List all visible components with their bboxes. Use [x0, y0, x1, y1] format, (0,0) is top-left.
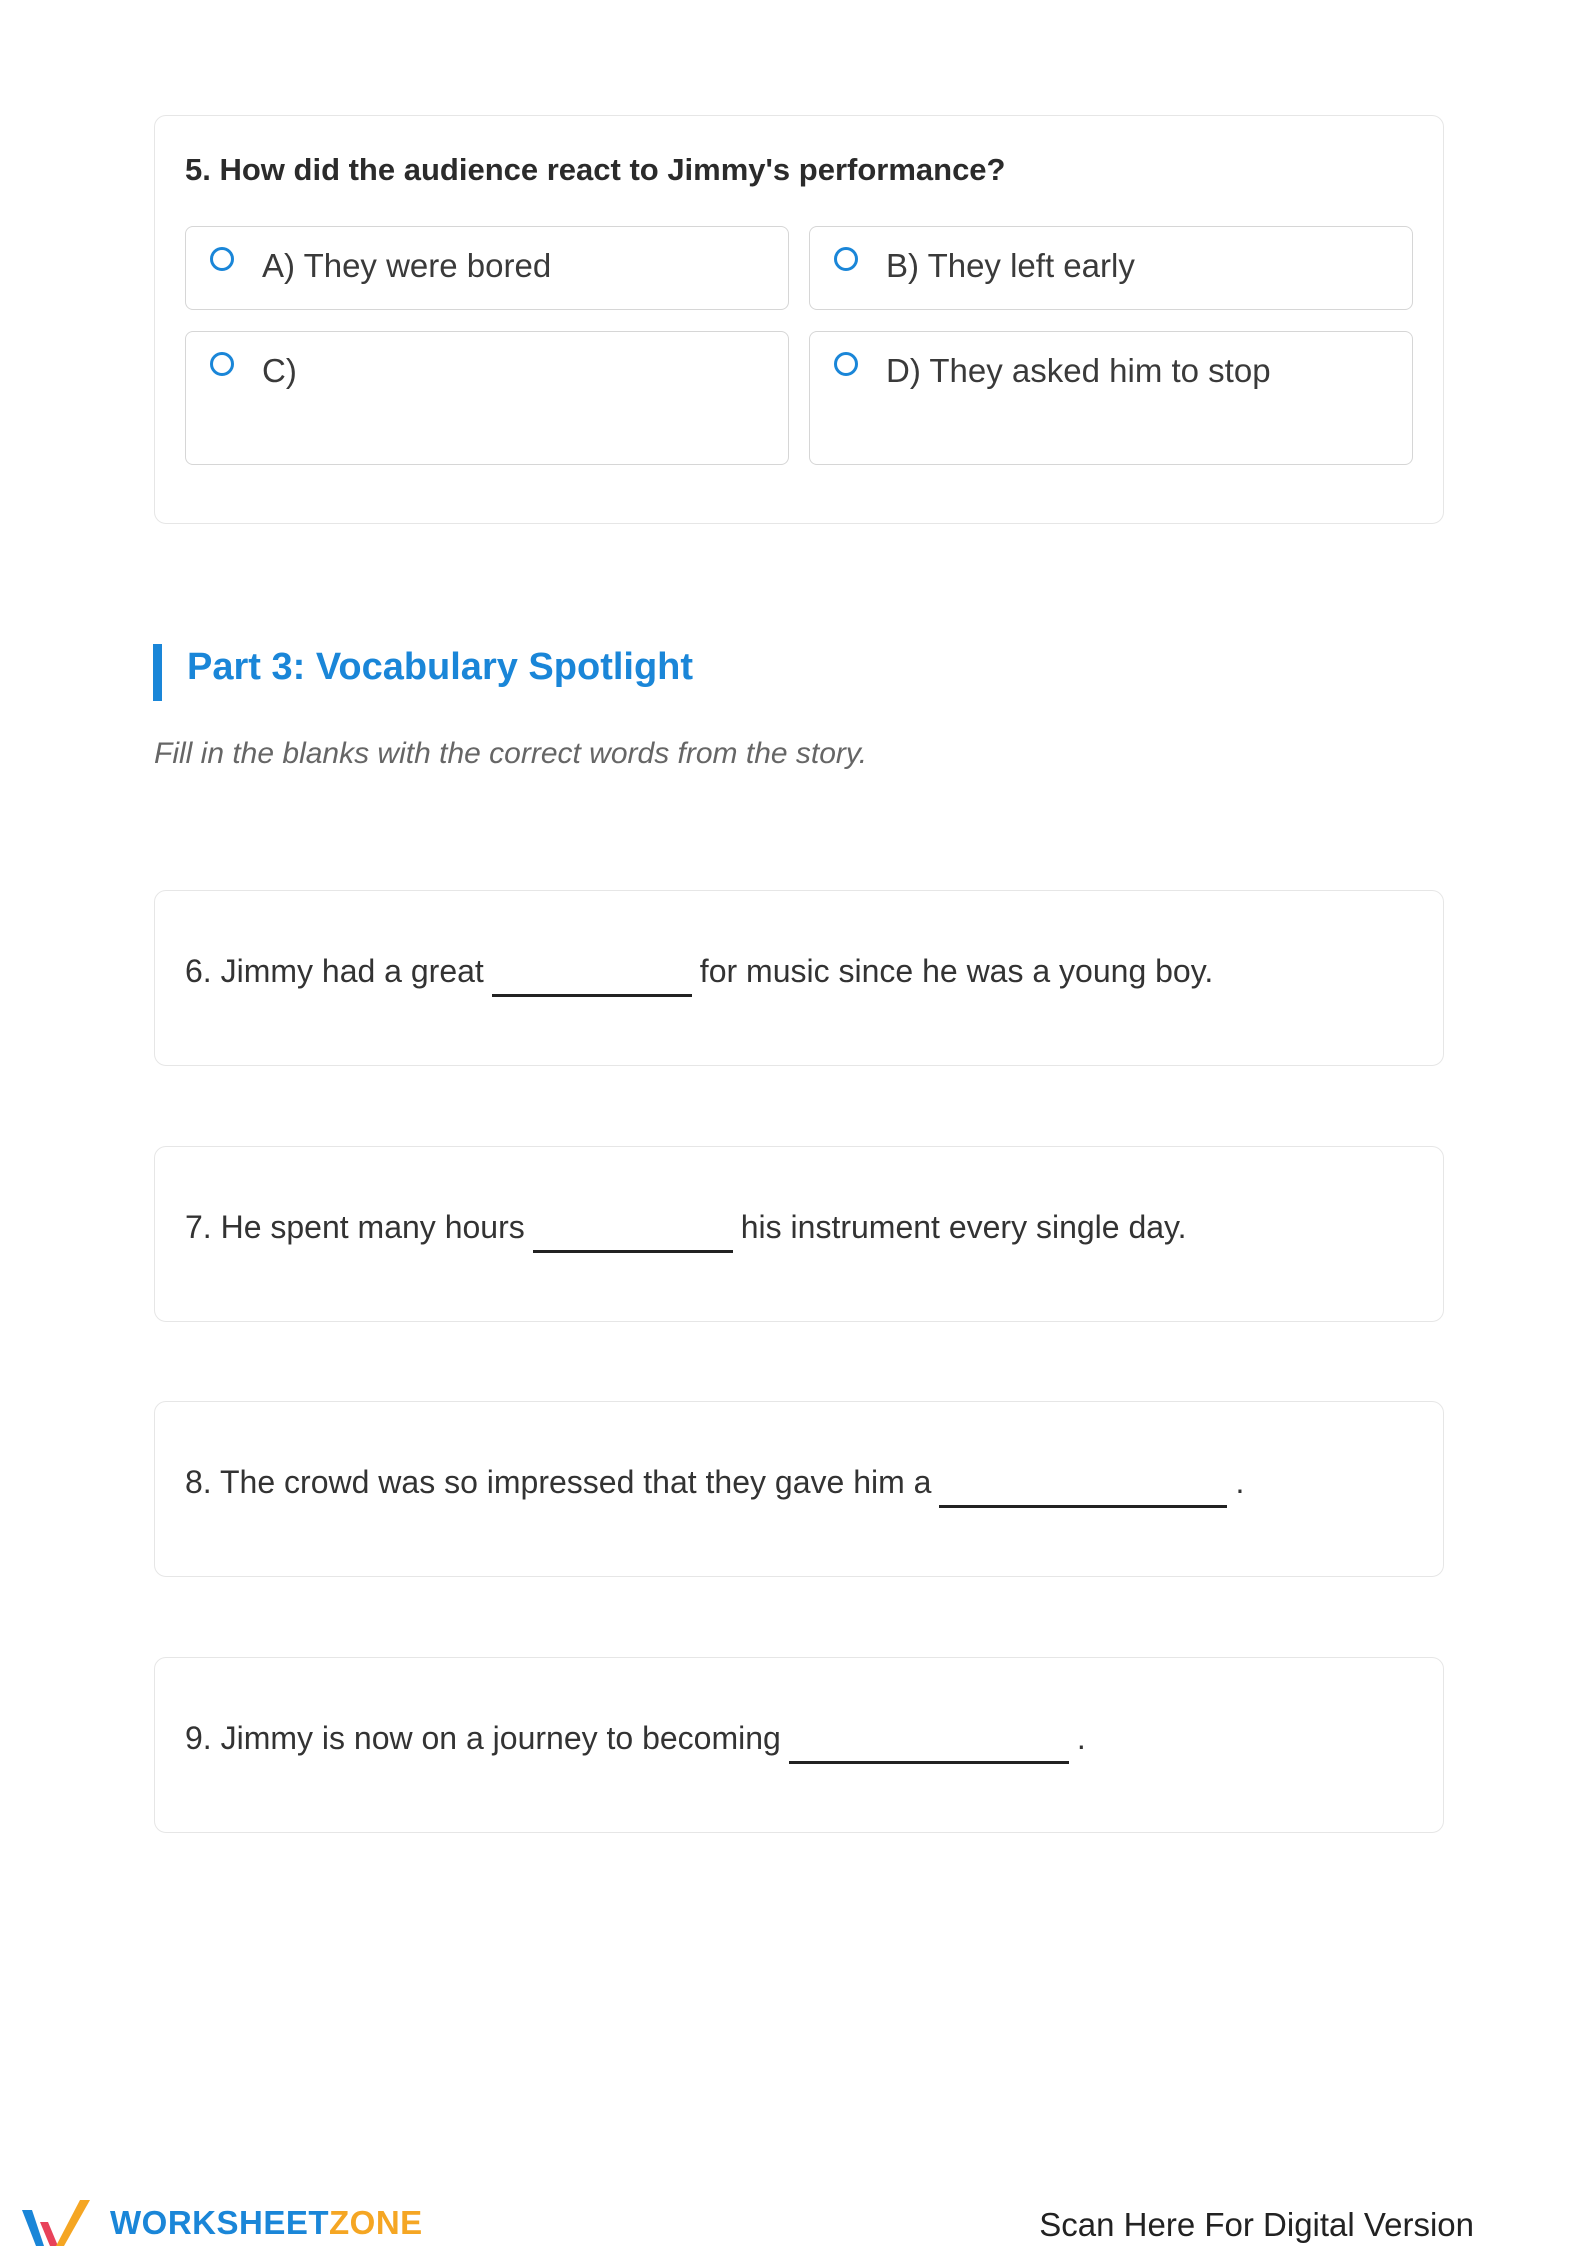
question-8-card [154, 1401, 1444, 1577]
question-7-blank[interactable] [533, 1209, 733, 1253]
question-7-text-after: his instrument every single day. [740, 1209, 1187, 1245]
question-8-text-after: . [1235, 1464, 1245, 1500]
question-6-blank[interactable] [492, 953, 692, 997]
option-c[interactable] [185, 331, 789, 465]
question-6-card [154, 890, 1444, 1066]
worksheetzone-logo-icon [18, 2196, 94, 2252]
question-8-sentence [185, 1464, 1244, 1508]
footer-scan-text: Scan Here For Digital Version [1039, 2206, 1474, 2243]
option-b[interactable] [809, 226, 1413, 310]
question-9-sentence [185, 1720, 1086, 1764]
option-a[interactable] [185, 226, 789, 310]
question-5-card [154, 115, 1444, 524]
question-9-text-before: 9. Jimmy is now on a journey to becoming [185, 1720, 781, 1756]
radio-circle-icon[interactable] [834, 247, 858, 271]
question-5-title: 5. How did the audience react to Jimmy's performance? [185, 152, 1006, 187]
brand-name-part2: ZONE [329, 2204, 423, 2241]
question-7-sentence [185, 1209, 1187, 1253]
question-6-text-before: 6. Jimmy had a great [185, 953, 484, 989]
option-d-label: D) They asked him to stop [886, 352, 1271, 389]
section-instructions: Fill in the blanks with the correct words from the story. [154, 737, 868, 770]
question-7-text-before: 7. He spent many hours [185, 1209, 525, 1245]
question-6-text-after: for music since he was a young boy. [699, 953, 1214, 989]
option-d[interactable] [809, 331, 1413, 465]
section-accent-bar [153, 644, 162, 701]
radio-circle-icon[interactable] [210, 352, 234, 376]
question-8-blank[interactable] [939, 1464, 1227, 1508]
question-9-blank[interactable] [789, 1720, 1069, 1764]
question-8-text-before: 8. The crowd was so impressed that they gave him a [185, 1464, 932, 1500]
question-7-card [154, 1146, 1444, 1322]
option-c-label: C) [262, 352, 297, 389]
option-b-label: B) They left early [886, 247, 1135, 284]
brand-name-part1: WORKSHEET [110, 2204, 329, 2241]
footer-brand [110, 2204, 423, 2242]
radio-circle-icon[interactable] [210, 247, 234, 271]
question-9-text-after: . [1076, 1720, 1086, 1756]
question-9-card [154, 1657, 1444, 1833]
radio-circle-icon[interactable] [834, 352, 858, 376]
section-title: Part 3: Vocabulary Spotlight [187, 646, 694, 688]
option-a-label: A) They were bored [262, 247, 552, 284]
question-6-sentence [185, 953, 1213, 997]
